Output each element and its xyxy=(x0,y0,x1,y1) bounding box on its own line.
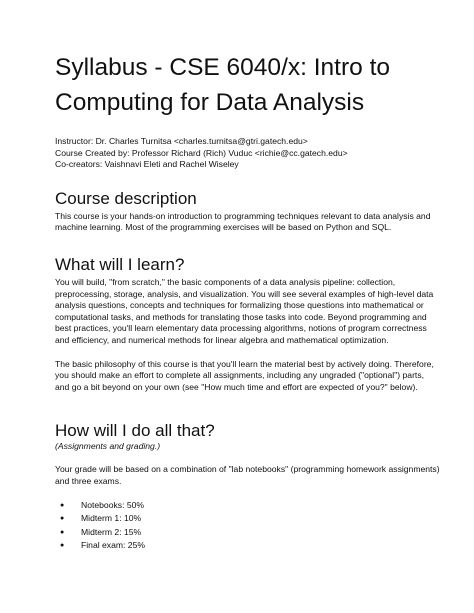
bullet-icon: ● xyxy=(60,515,65,523)
grade-item-label: Final exam: 25% xyxy=(81,539,146,550)
learn-paragraph-2: The basic philosophy of this course is that you'll learn the material best by actively doing. Therefore, you should make an effort to complete all assignments, including any ungraded ("optional") parts, and go a bit beyond on your own (see "How much time and effort are expected of you?" below). xyxy=(55,358,434,392)
list-item xyxy=(55,512,440,525)
course-description-section xyxy=(55,188,440,234)
created-by-line: Course Created by: Professor Richard (Rich) Vuduc <richie@cc.gatech.edu> xyxy=(55,147,348,158)
page-title xyxy=(55,50,440,120)
grade-item-label: Midterm 1: 10% xyxy=(81,513,142,524)
list-item xyxy=(55,499,440,512)
page-title-line-1: Syllabus - CSE 6040/x: Intro to xyxy=(55,54,390,81)
grade-item-label: Midterm 2: 15% xyxy=(81,526,142,537)
course-description-text: This course is your hands-on introduction to programming techniques relevant to data analysis and machine learning. Most of the programming exercises will be based on Python and SQL. xyxy=(55,210,431,233)
course-description-heading: Course description xyxy=(55,188,197,208)
grade-item-label: Notebooks: 50% xyxy=(81,500,145,511)
grading-text: Your grade will be based on a combination of "lab notebooks" (programming homework assignments) and three exams. xyxy=(55,463,440,486)
how-will-i-do-heading: How will I do all that? xyxy=(55,421,215,441)
co-creators-line: Co-creators: Vaishnavi Eleti and Rachel Wiseley xyxy=(55,159,239,170)
list-item xyxy=(55,526,440,539)
bullet-icon: ● xyxy=(60,528,65,536)
grade-breakdown-list xyxy=(55,499,440,552)
how-will-i-do-section xyxy=(55,420,440,552)
list-item xyxy=(55,539,440,552)
what-will-i-learn-section xyxy=(55,254,440,393)
assignments-subtitle: (Assignments and grading.) xyxy=(55,441,161,452)
what-will-i-learn-heading: What will I learn? xyxy=(55,254,185,274)
learn-paragraph-1: You will build, "from scratch," the basic components of a data analysis pipeline: collection, preprocessing, storage, analysis, and visualization. You will see several examples of high-level data analysis questions, concepts and techniques for formalizing those questions into mathematical or computational tasks, and methods for translating those tasks into code. Beyond programming and best practices, you'll learn elementary data processing algorithms, notions of program correctness and efficiency, and numerical methods for linear algebra and mathematical optimization. xyxy=(55,276,434,345)
syllabus-page xyxy=(55,50,440,552)
bullet-icon: ● xyxy=(60,541,65,549)
course-credits xyxy=(55,136,440,171)
bullet-icon: ● xyxy=(60,502,65,510)
page-title-line-2: Computing for Data Analysis xyxy=(55,89,365,116)
instructor-line: Instructor: Dr. Charles Turnitsa <charles.turnitsa@gtri.gatech.edu> xyxy=(55,136,308,146)
